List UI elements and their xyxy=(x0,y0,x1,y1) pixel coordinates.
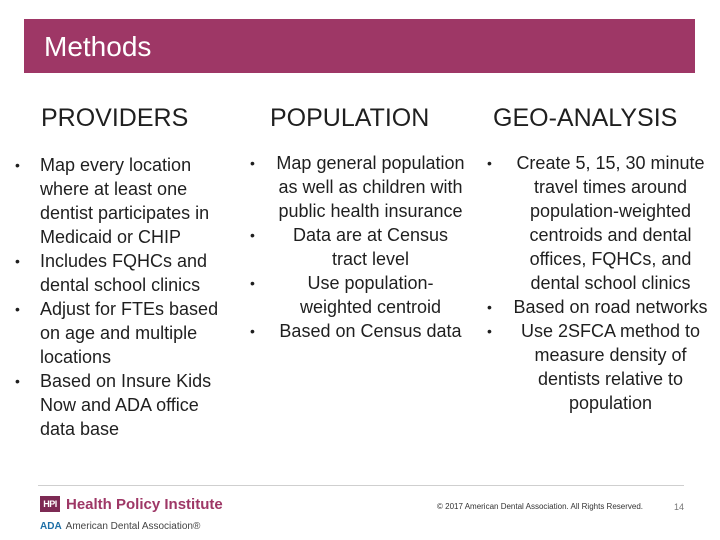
bullet-icon: • xyxy=(15,253,20,269)
list-item: • Includes FQHCs and dental school clinics xyxy=(15,251,208,295)
list-item: • Use 2SFCA method to measure density of dentists relative to population xyxy=(487,321,701,413)
list-item: • Create 5, 15, 30 minute travel times around population-weighted centroids and dental offices, FQHCs, and dental school clinics xyxy=(487,153,705,293)
bullet-icon: • xyxy=(487,323,492,339)
population-column xyxy=(250,151,466,343)
bullet-icon: • xyxy=(487,155,492,171)
list-item: • Based on Insure Kids Now and ADA office data base xyxy=(15,371,212,439)
list-item: • Use population-weighted centroid xyxy=(250,273,442,317)
bullet-icon: • xyxy=(250,323,255,339)
column-heading-population: POPULATION xyxy=(270,104,430,132)
copyright-notice: © 2017 American Dental Association. All Rights Reserved. xyxy=(437,502,643,511)
bullet-icon: • xyxy=(250,275,255,291)
bullet-icon: • xyxy=(487,299,492,315)
bullet-icon: • xyxy=(15,157,20,173)
column-heading-geo-analysis: GEO-ANALYSIS xyxy=(493,104,678,132)
page-number: 14 xyxy=(674,502,685,512)
hpi-badge-icon: HPI xyxy=(40,496,60,512)
bullet-icon: • xyxy=(15,373,20,389)
list-item: • Based on Census data xyxy=(250,321,462,341)
column-heading-providers: PROVIDERS xyxy=(41,104,189,132)
bullet-icon: • xyxy=(250,155,255,171)
geo-analysis-column xyxy=(487,151,709,415)
list-item: • Adjust for FTEs based on age and multiple locations xyxy=(15,299,219,367)
title-bar xyxy=(24,19,695,73)
bullet-icon: • xyxy=(15,301,20,317)
list-item: • Map general population as well as children with public health insurance xyxy=(250,153,465,221)
ada-logo xyxy=(40,519,200,533)
hpi-logo xyxy=(40,493,223,515)
list-item: • Based on road networks xyxy=(487,297,708,317)
ada-name: American Dental Association® xyxy=(65,520,201,532)
slide-title: Methods xyxy=(44,31,152,62)
list-item: • Map every location where at least one dentist participates in Medicaid or CHIP xyxy=(15,155,210,247)
hpi-name: Health Policy Institute xyxy=(66,495,223,513)
footer-divider xyxy=(38,485,684,486)
ada-mark-icon: ADA xyxy=(40,520,62,532)
list-item: • Data are at Census tract level xyxy=(250,225,449,269)
bullet-icon: • xyxy=(250,227,255,243)
providers-column xyxy=(15,153,235,441)
